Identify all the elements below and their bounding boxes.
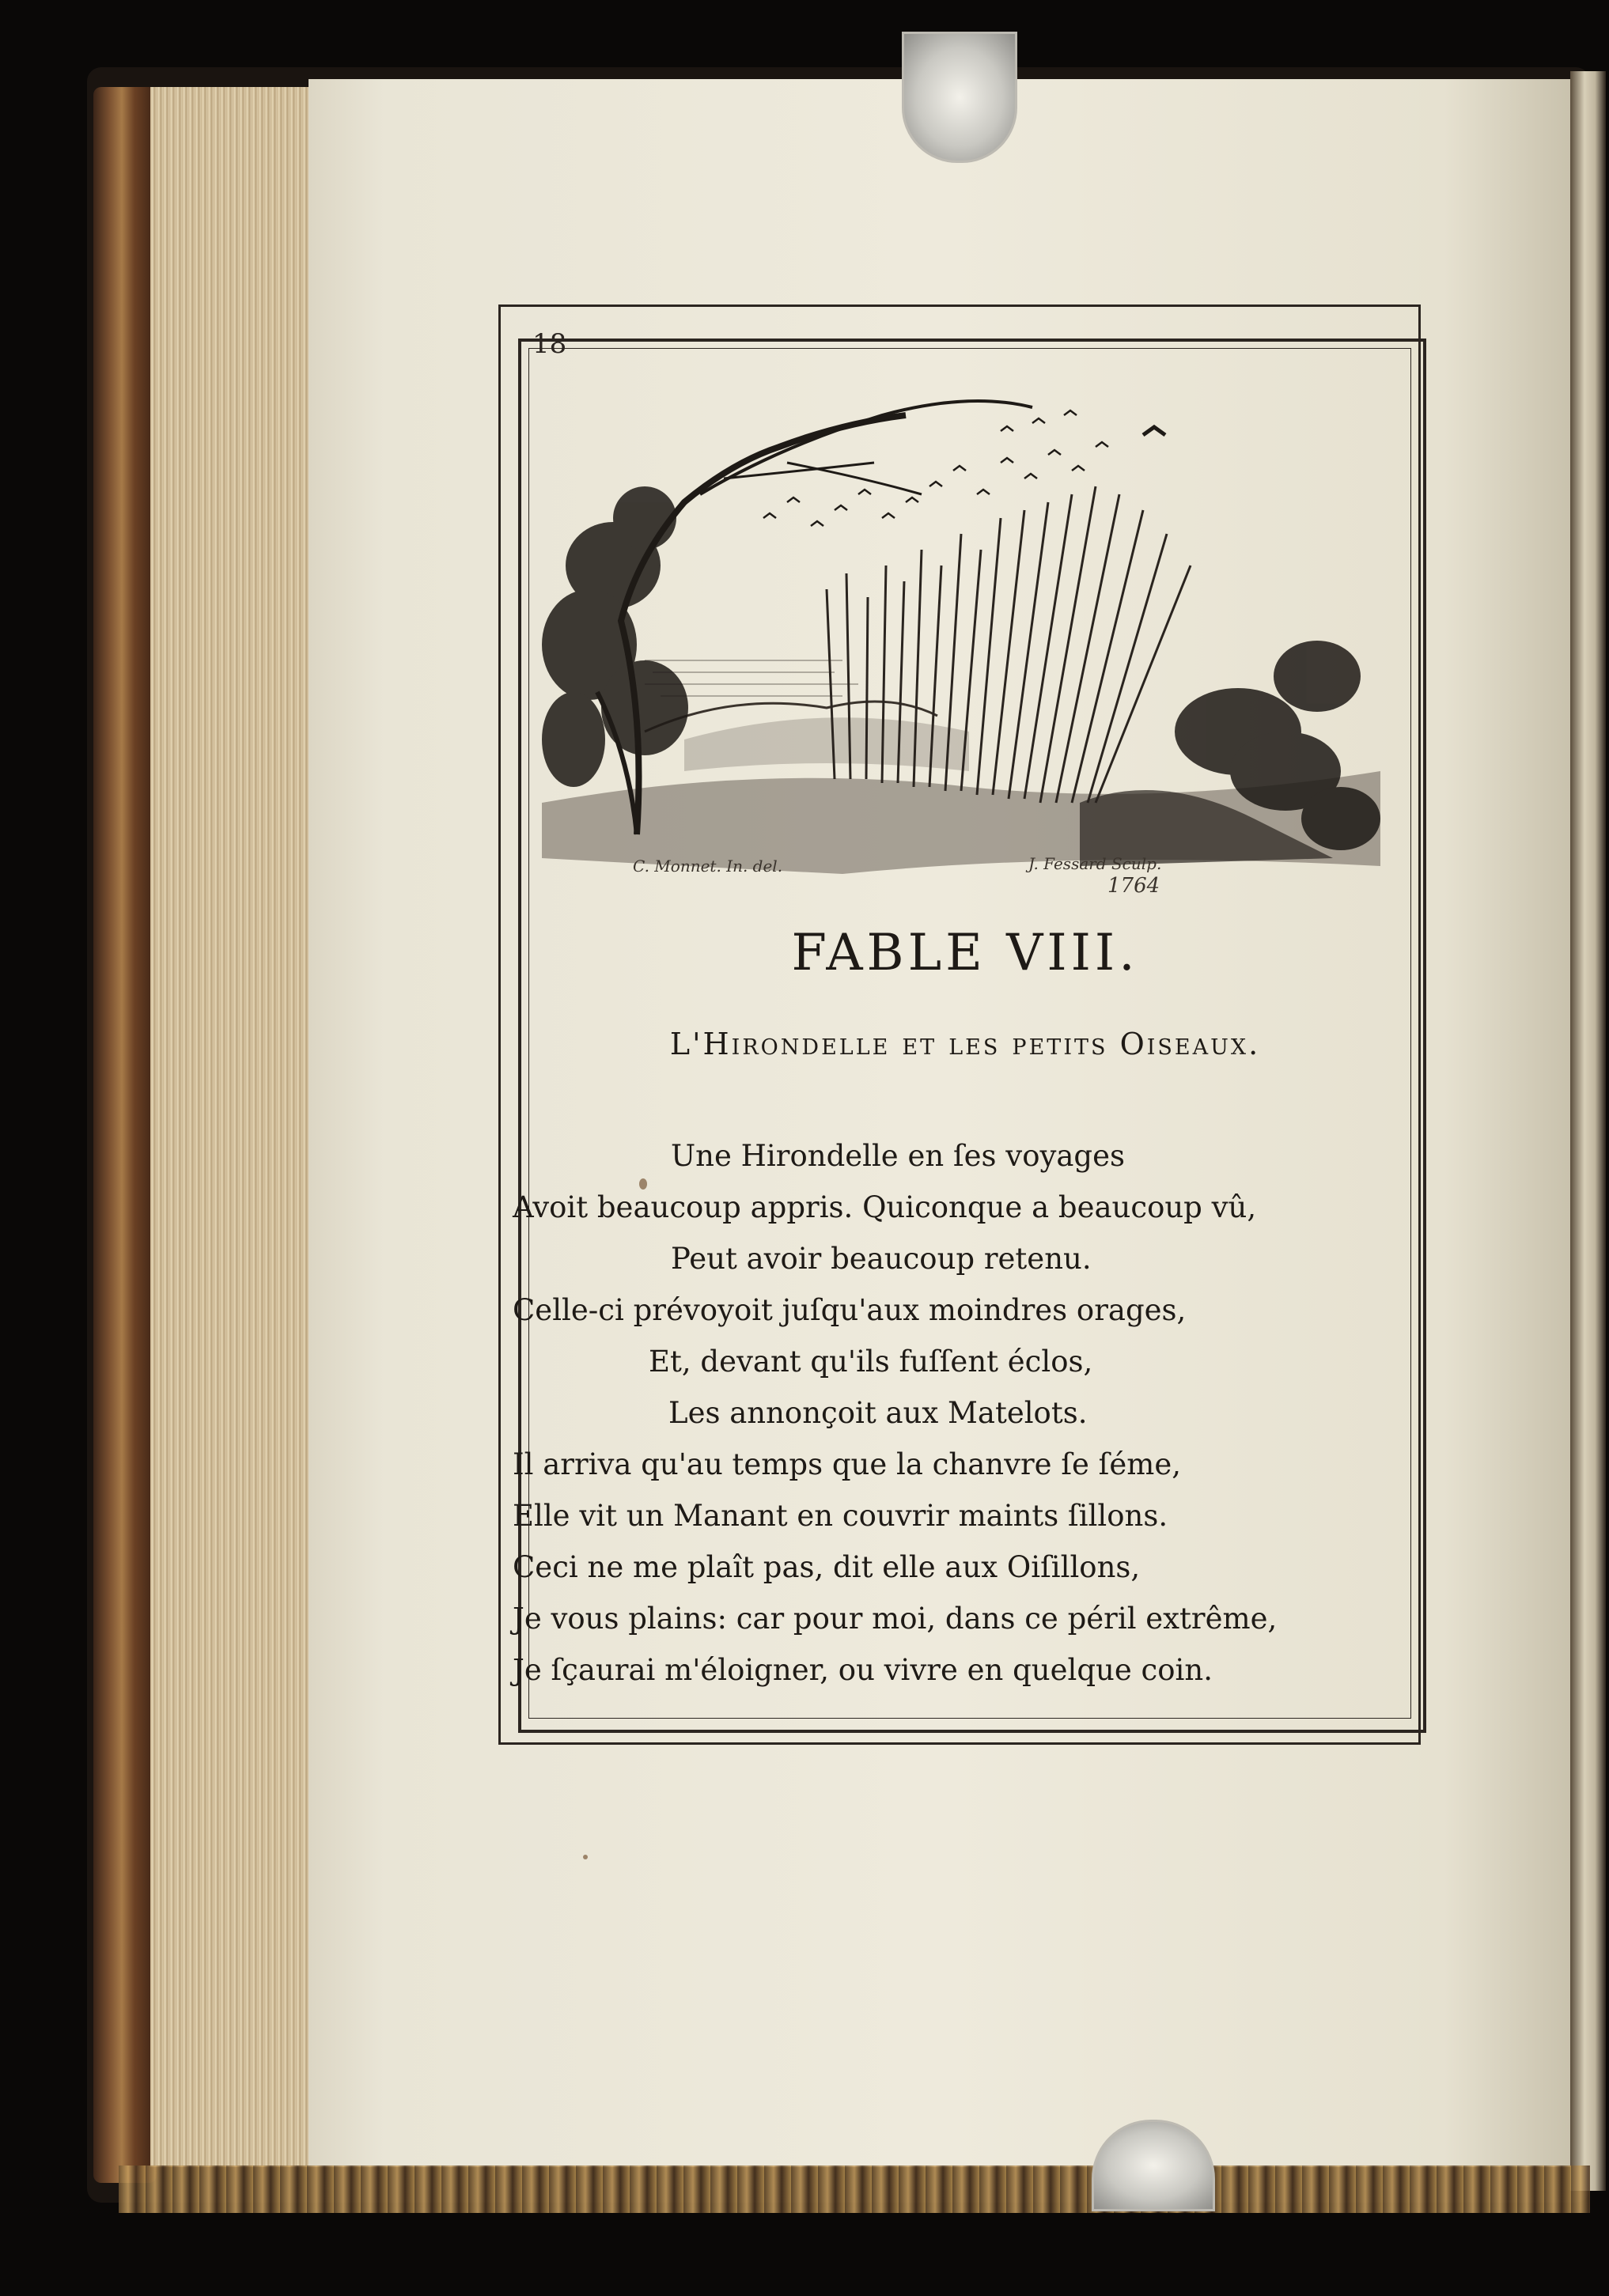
verse-line: Une Hirondelle en ſes voyages <box>671 1139 1126 1173</box>
verse-line: Je ſçaurai m'éloigner, ou vivre en quelque coin. <box>513 1653 1213 1687</box>
verse-line: Peut avoir beaucoup retenu. <box>671 1242 1092 1276</box>
ink-speck <box>583 1855 588 1859</box>
verse-line: Elle vit un Manant en couvrir maints ſillons. <box>513 1499 1168 1533</box>
verse-line: Il arriva qu'au temps que la chanvre ſe ſéme, <box>513 1447 1182 1481</box>
verse-line: Ceci ne me plaît pas, dit elle aux Oiſillons, <box>513 1550 1141 1584</box>
book-spine <box>93 87 157 2183</box>
verse-line: Celle-ci prévoyoit juſqu'aux moindres orages, <box>513 1293 1187 1327</box>
verse-line: Les annonçoit aux Matelots. <box>668 1396 1088 1430</box>
engraving-illustration <box>526 360 1396 906</box>
page-clip-top <box>902 32 1017 163</box>
verse-line: Je vous plains: car pour moi, dans ce péril extrême, <box>513 1602 1278 1636</box>
verse-line: Et, devant qu'ils fuſſent éclos, <box>649 1345 1093 1379</box>
verse-line: Avoit beaucoup appris. Quiconque a beaucoup vû, <box>513 1190 1257 1224</box>
ink-stain <box>639 1178 647 1190</box>
engraving-year: 1764 <box>1107 874 1160 898</box>
book-bottom-edge <box>119 2166 1590 2213</box>
fable-title: FABLE VIII. <box>791 924 1139 982</box>
engraving-credit-artist: C. Monnet. In. del. <box>633 857 783 876</box>
page-stack-edge <box>150 87 312 2167</box>
page-number: 18 <box>532 328 567 360</box>
fable-subtitle: L'Hirondelle et les petits Oiseaux. <box>669 1027 1261 1061</box>
facing-page-edge <box>1570 71 1606 2191</box>
engraving-credit-engraver: J. Fessard Sculp. <box>1028 854 1162 873</box>
